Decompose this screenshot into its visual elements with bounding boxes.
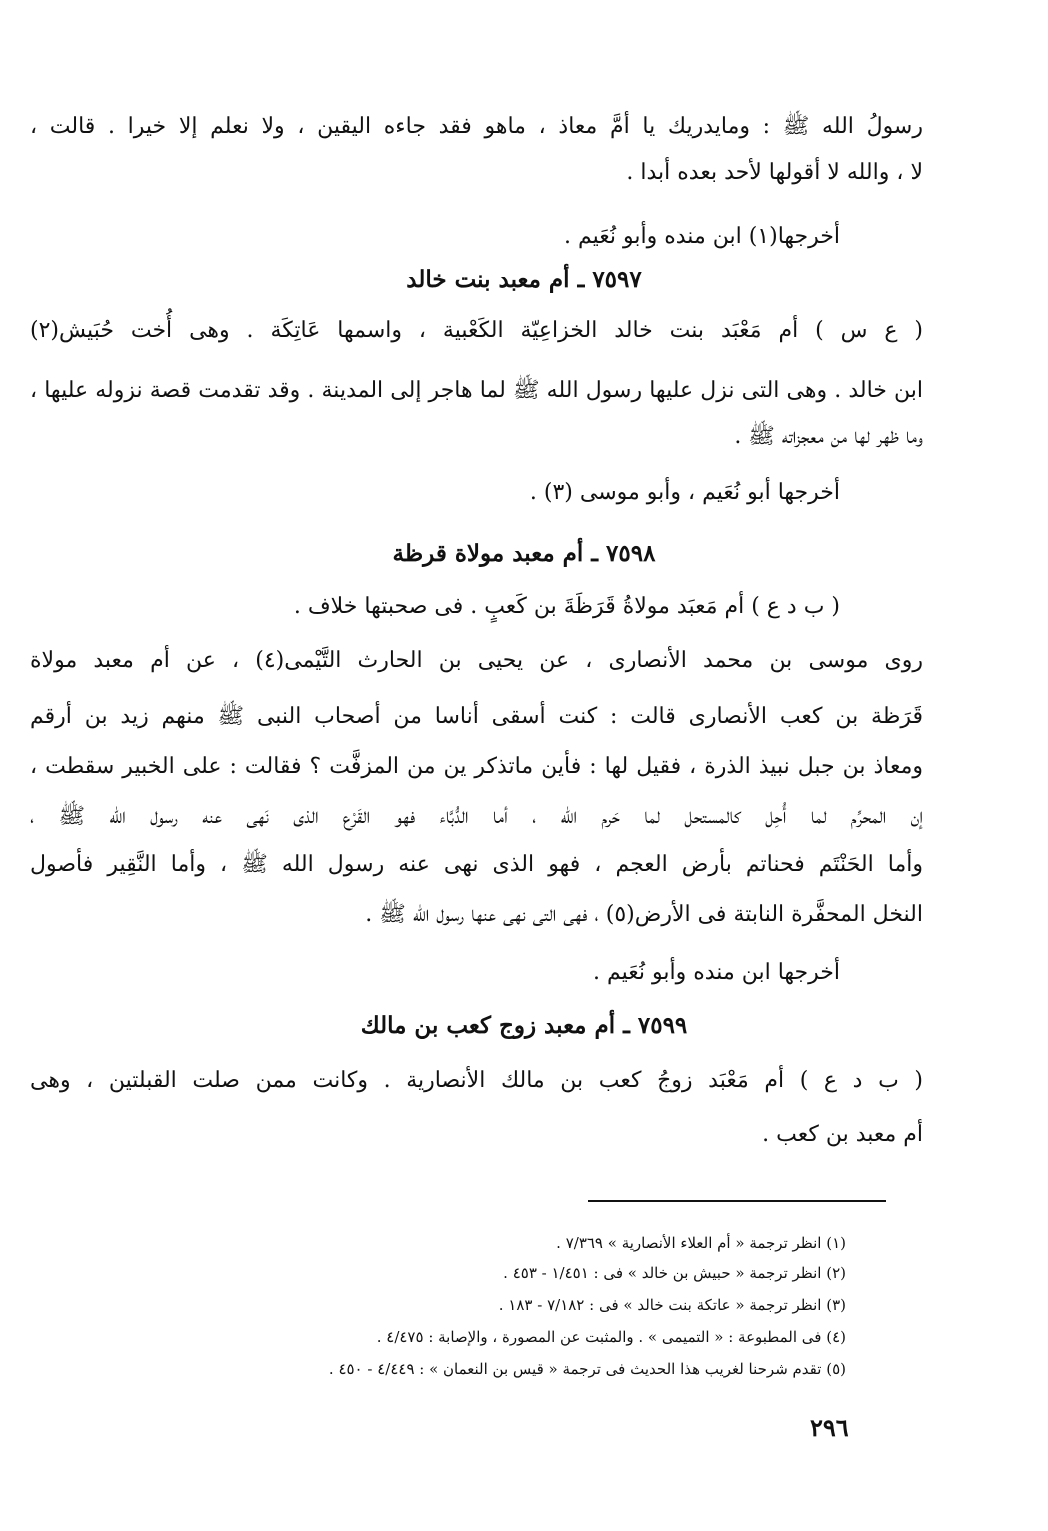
text-line: ( ع س ) أم مَعْبَد بنت خالد الخزاعِيّة الكَعْبية ، واسمها عَاتِكَة . وهى أُخت حُبَيش(٢) <box>30 318 923 343</box>
text-line: ومعاذ بن جبل نبيذ الذرة ، فقيل لها : فأين ماتذكر ين من المزفَّت ؟ فقالت : على الخبير سقطت ، <box>30 754 923 779</box>
text-line: النخل المحفَّرة النابتة فى الأرض(٥) ، فهى التى نهى عنها رسول الله ﷺ . <box>365 902 923 927</box>
text-line: وأما الحَنْتَم فحناتم بأرض العجم ، فهو الذى نهى عنه رسول الله ﷺ ، وأما النَّقِير فأصول <box>30 852 923 877</box>
footnote: (١) انظر ترجمة « أم العلاء الأنصارية » ٧/٣٦٩ . <box>556 1234 846 1252</box>
text-line: ( ب د ع ) أم مَعبَد مولاةُ قَرَظَةَ بن كَعبٍ . فى صحبتها خلاف . <box>293 594 840 619</box>
text-line: أم معبد بن كعب . <box>762 1122 923 1147</box>
text-line: رسولُ الله ﷺ : ومايدريك يا أمَّ معاذ ، ماهو فقد جاءه اليقين ، ولا نعلم إلا خيرا . قالت ، <box>30 114 923 139</box>
source-note: أخرجها(١) ابن منده وأبو نُعَيم . <box>564 224 840 249</box>
entry-heading: ٧٥٩٧ ـ أم معبد بنت خالد <box>406 266 642 293</box>
footnote-separator <box>588 1200 886 1202</box>
footnote: (٣) انظر ترجمة « عاتكة بنت خالد » فى : ٧/١٨٢ - ١٨٣ . <box>498 1296 846 1314</box>
entry-heading: ٧٥٩٨ ـ أم معبد مولاة قرظة <box>392 540 656 567</box>
footnote: (٤) فى المطبوعة : « التميمى » . والمثبت عن المصورة ، والإصابة : ٤/٤٧٥ . <box>376 1328 846 1346</box>
text-line: ( ب د ع ) أم مَعْبَد زوجُ كعب بن مالك الأنصارية . وكانت ممن صلت القبلتين ، وهى <box>30 1068 923 1093</box>
entry-heading: ٧٥٩٩ ـ أم معبد زوج كعب بن مالك <box>360 1012 688 1039</box>
text-line: لا ، والله لا أقولها لأحد بعده أبدا . <box>626 160 923 185</box>
source-note: أخرجها أبو نُعَيم ، وأبو موسى (٣) . <box>529 480 840 505</box>
text-line: إن المحرِّم لما أُحِل كالمستحل لما حَرم الله ، أما الدُّبَّاء فهو القَرْع الذى نَهى عنه رسول الله ﷺ ، <box>30 804 923 829</box>
text-line: قَرَظة بن كعب الأنصارى قالت : كنت أسقى أناسا من أصحاب النبى ﷺ منهم زيد بن أرقم <box>30 704 923 729</box>
page-number: ٢٩٦ <box>810 1413 849 1442</box>
source-note: أخرجها ابن منده وأبو نُعَيم . <box>593 960 840 985</box>
text-line: ابن خالد . وهى التى نزل عليها رسول الله ﷺ لما هاجر إلى المدينة . وقد تقدمت قصة نزوله عليها ، <box>30 378 923 403</box>
text-line: روى موسى بن محمد الأنصارى ، عن يحيى بن الحارث التَّيْمى(٤) ، عن أم معبد مولاة <box>30 648 923 673</box>
footnote: (٢) انظر ترجمة « حبيش بن خالد » فى : ١/٤٥١ - ٤٥٣ . <box>503 1264 846 1282</box>
footnote: (٥) تقدم شرحنا لغريب هذا الحديث فى ترجمة « قيس بن النعمان » : ٤/٤٤٩ - ٤٥٠ . <box>328 1360 846 1378</box>
text-line: وما ظهر لها من معجزاته ﷺ . <box>734 424 923 449</box>
